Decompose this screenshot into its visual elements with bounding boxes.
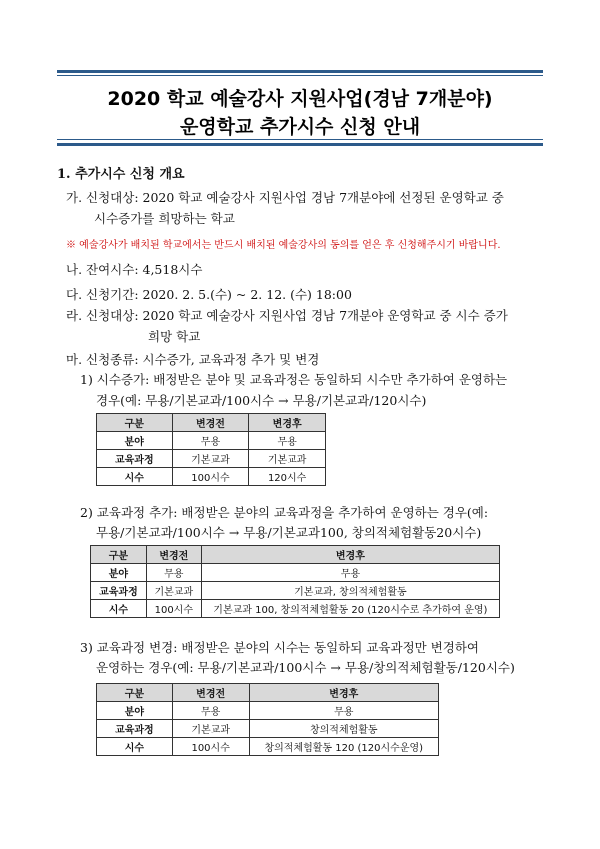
row-label: 시수 <box>91 600 147 618</box>
title-top-thin-rule <box>57 75 543 76</box>
row-label: 분야 <box>97 702 173 720</box>
cell-before: 기본교과 <box>172 720 249 738</box>
cell-after: 무용 <box>201 564 499 582</box>
cell-before: 100시수 <box>146 600 201 618</box>
row-label: 교육과정 <box>91 582 147 600</box>
table-course-add <box>90 545 500 618</box>
table-hours-increase <box>96 413 326 486</box>
section-heading: 1. 추가시수 신청 개요 <box>57 167 185 182</box>
item-ga-line2: 시수증가를 희망하는 학교 <box>94 211 235 226</box>
header-before: 변경전 <box>172 414 249 432</box>
cell-before: 무용 <box>172 432 249 450</box>
header-before: 변경전 <box>146 546 201 564</box>
header-before: 변경전 <box>172 684 249 702</box>
table-row <box>91 600 500 618</box>
header-category: 구분 <box>91 546 147 564</box>
header-after: 변경후 <box>249 414 326 432</box>
cell-before: 100시수 <box>172 738 249 756</box>
title-bottom-thin-rule <box>57 139 543 140</box>
item-da: 다. 신청기간: 2020. 2. 5.(수) ~ 2. 12. (수) 18:00 <box>66 287 352 302</box>
table-row <box>97 702 439 720</box>
row-label: 시수 <box>97 738 173 756</box>
table-course-change <box>96 683 439 756</box>
cell-after: 무용 <box>249 702 438 720</box>
cell-after: 무용 <box>249 432 326 450</box>
item-na: 나. 잔여시수: 4,518시수 <box>66 262 203 277</box>
row-label: 시수 <box>97 468 173 486</box>
header-category: 구분 <box>97 414 173 432</box>
item-ma: 마. 신청종류: 시수증가, 교육과정 추가 및 변경 <box>66 352 320 367</box>
item2-line2: 무용/기본교과/100시수 → 무용/기본교과100, 창의적체험활동20시수) <box>96 525 482 540</box>
cell-after: 기본교과 <box>249 450 326 468</box>
header-after: 변경후 <box>249 684 438 702</box>
table-row <box>97 738 439 756</box>
row-label: 분야 <box>97 432 173 450</box>
cell-before: 100시수 <box>172 468 249 486</box>
page-title-line1: 2020 학교 예술강사 지원사업(경남 7개분야) <box>107 88 493 110</box>
title-top-rule <box>57 70 543 73</box>
row-label: 교육과정 <box>97 450 173 468</box>
page-title-line2: 운영학교 추가시수 신청 안내 <box>179 116 421 138</box>
table-row <box>91 582 500 600</box>
item-ra-line2: 희망 학교 <box>148 329 201 344</box>
table-row <box>97 450 326 468</box>
table-header-row <box>97 684 439 702</box>
item1-line2: 경우(예: 무용/기본교과/100시수 → 무용/기본교과/120시수) <box>96 393 427 408</box>
table-row <box>97 432 326 450</box>
cell-before: 무용 <box>172 702 249 720</box>
table-header-row <box>91 546 500 564</box>
header-after: 변경후 <box>201 546 499 564</box>
item3-line2: 운영하는 경우(예: 무용/기본교과/100시수 → 무용/창의적체험활동/120시수) <box>96 660 515 675</box>
item3-line1: 3) 교육과정 변경: 배정받은 분야의 시수는 동일하되 교육과정만 변경하여 <box>80 640 480 655</box>
consent-note: ※ 예술강사가 배치된 학교에서는 반드시 배치된 예술강사의 동의를 얻은 후 신청해주시기 바랍니다. <box>66 240 501 251</box>
cell-after: 창의적체험활동 120 (120시수운영) <box>249 738 438 756</box>
cell-before: 무용 <box>146 564 201 582</box>
item-ga-line1: 가. 신청대상: 2020 학교 예술강사 지원사업 경남 7개분야에 선정된 운영학교 중 <box>66 190 504 205</box>
item-ra-line1: 라. 신청대상: 2020 학교 예술강사 지원사업 경남 7개분야 운영학교 중 시수 증가 <box>66 308 508 323</box>
row-label: 교육과정 <box>97 720 173 738</box>
table-row <box>97 468 326 486</box>
cell-after: 기본교과 100, 창의적체험활동 20 (120시수로 추가하여 운영) <box>201 600 499 618</box>
cell-after: 기본교과, 창의적체험활동 <box>201 582 499 600</box>
item1-line1: 1) 시수증가: 배정받은 분야 및 교육과정은 동일하되 시수만 추가하여 운영하는 <box>80 372 508 387</box>
table-header-row <box>97 414 326 432</box>
item2-line1: 2) 교육과정 추가: 배정받은 분야의 교육과정을 추가하여 운영하는 경우(예: <box>80 505 489 520</box>
header-category: 구분 <box>97 684 173 702</box>
cell-before: 기본교과 <box>172 450 249 468</box>
table-row <box>97 720 439 738</box>
title-bottom-rule <box>57 143 543 146</box>
cell-after: 120시수 <box>249 468 326 486</box>
cell-before: 기본교과 <box>146 582 201 600</box>
row-label: 분야 <box>91 564 147 582</box>
cell-after: 창의적체험활동 <box>249 720 438 738</box>
table-row <box>91 564 500 582</box>
